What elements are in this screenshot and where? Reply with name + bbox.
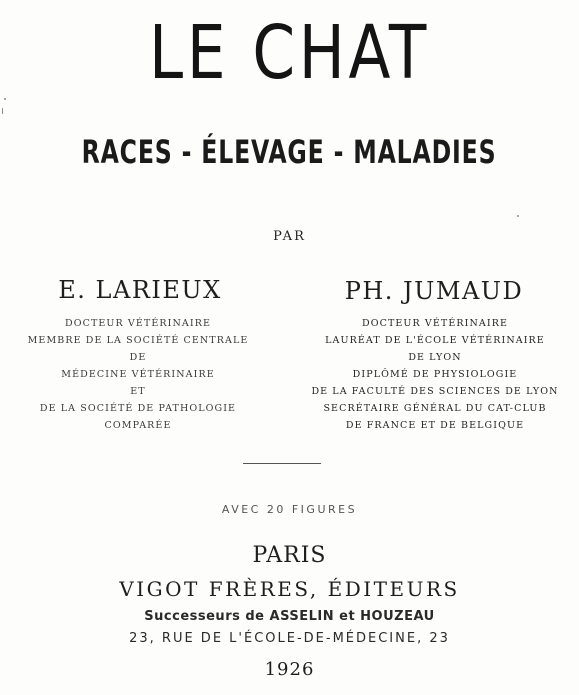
imprint-address: 23, RUE DE L'ÉCOLE-DE-MÉDECINE, 23 (129, 631, 450, 646)
credential-line: DOCTEUR VÉTÉRINAIRE (361, 318, 508, 329)
book-subtitle: RACES - ÉLEVAGE - MALADIES (81, 133, 497, 171)
credential-line: ET (130, 386, 146, 397)
imprint-publisher: VIGOT FRÈRES, ÉDITEURS (119, 577, 460, 601)
book-title: LE CHAT (149, 10, 430, 96)
paper-speck (4, 98, 6, 100)
author-right-credentials (305, 315, 565, 434)
section-divider (243, 463, 321, 464)
credential-line: DE FRANCE ET DE BELGIQUE (345, 420, 525, 431)
by-label: PAR (273, 229, 306, 244)
credential-line: DIPLÔMÉ DE PHYSIOLOGIE (352, 369, 518, 380)
credential-line: DOCTEUR VÉTÉRINAIRE (64, 318, 211, 329)
author-left-name: E. LARIEUX (58, 276, 222, 304)
imprint-year: 1926 (264, 659, 315, 680)
credential-line: COMPARÉE (104, 420, 172, 431)
credential-line: DE LA FACULTÉ DES SCIENCES DE LYON (311, 386, 559, 397)
credential-line: DE LA SOCIÉTÉ DE PATHOLOGIE (39, 403, 237, 414)
paper-speck (2, 108, 3, 114)
paper-speck (517, 215, 519, 217)
author-left-credentials (18, 315, 258, 434)
author-right-name: PH. JUMAUD (344, 277, 524, 305)
credential-line: MÉDECINE VÉTÉRINAIRE (61, 369, 215, 380)
credential-line: SECRÉTAIRE GÉNÉRAL DU CAT-CLUB (323, 403, 547, 414)
imprint-successors: Successeurs de ASSELIN et HOUZEAU (144, 609, 435, 624)
credential-line: LAURÉAT DE L'ÉCOLE VÉTÉRINAIRE (325, 335, 545, 346)
imprint-city: PARIS (252, 543, 327, 568)
credential-line: DE LYON (408, 352, 462, 363)
credential-line: MEMBRE DE LA SOCIÉTÉ CENTRALE (27, 335, 249, 346)
figures-note: AVEC 20 FIGURES (221, 503, 358, 516)
credential-line: DE (129, 352, 147, 363)
